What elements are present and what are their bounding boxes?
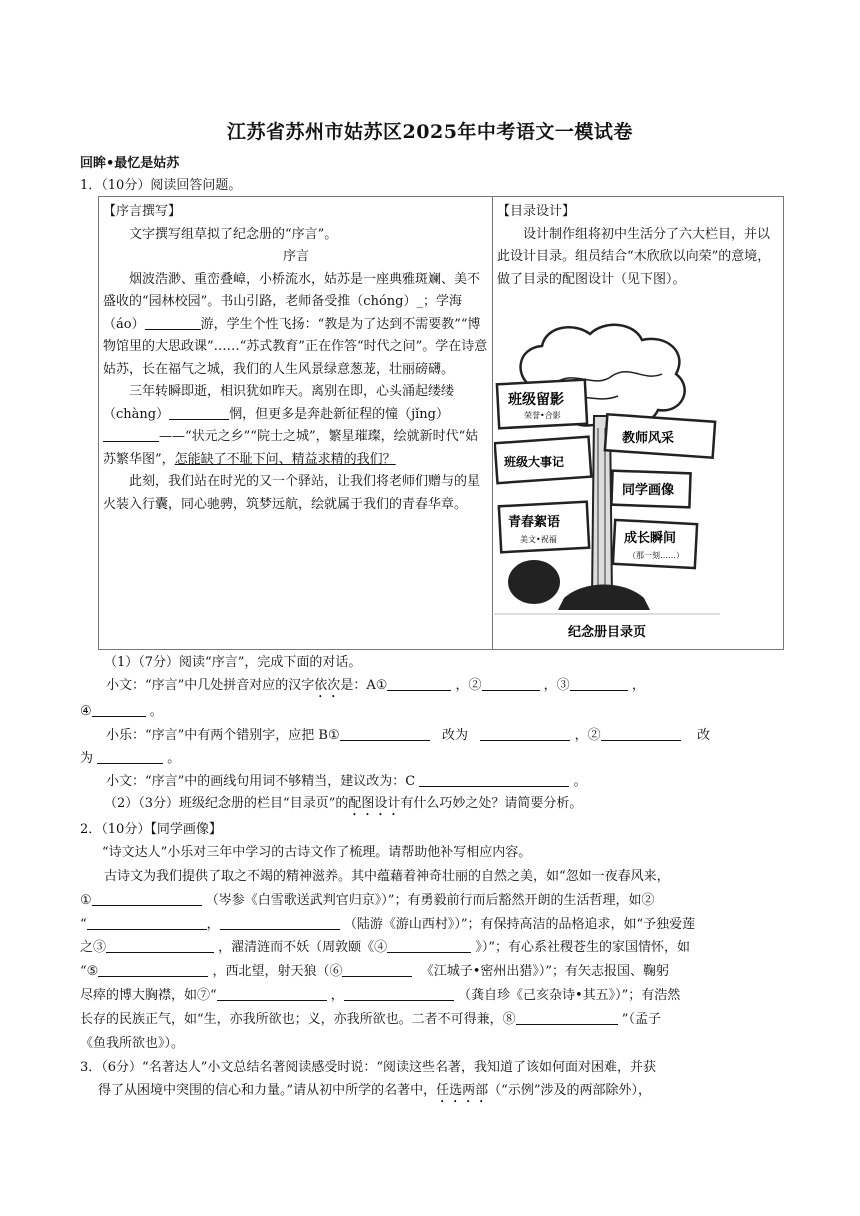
toc-column [497,201,779,291]
sub-question-1: （1）（7分）阅读“序言”，完成下面的对话。 [104,655,362,670]
svg-text:教师风采: 教师风采 [622,431,675,446]
preface-heading: 序言 [282,249,309,264]
answer-blank-a1[interactable] [387,676,451,691]
svg-text:班级大事记: 班级大事记 [504,455,565,469]
svg-text:荣誉•合影: 荣誉•合影 [524,411,561,420]
q2-line-1: 古诗文为我们提供了取之不竭的精神滋养。其中蕴藉着神奇壮丽的自然之美，如“忽如一夜春风来， [104,869,670,884]
question-2-heading: 2．（10分）【同学画像】 [80,822,222,837]
poem-blank-7a[interactable] [217,986,327,1001]
poem-blank-8[interactable] [516,1010,618,1025]
sign-youth-words [499,502,589,553]
svg-text:青春絮语: 青春絮语 [508,515,561,530]
q2-line-4: 之③ ，濯清涟而不妖（周敦颐《④ 》）”；有心系社稷苍生的家国情怀，如 [80,940,690,955]
dialogue-xiaole: 小乐：“序言”中有两个错别字，应把 B① 改为 ，② 改 [106,728,711,743]
toc-label: 【目录设计】 [497,204,576,219]
dialogue-xiaowen-2: 小文：“序言”中的画线句用词不够精当，建议改为：C 。 [106,774,587,789]
poem-blank-5[interactable] [98,962,208,977]
preface-intro: 文字撰写组草拟了纪念册的“序言”。 [129,226,338,242]
stamp-graphic [508,560,560,604]
q2-line-2: ① （岑参《白雪歌送武判官归京》）”；有勇毅前行而后豁然开朗的生活哲理，如② [80,893,655,908]
svg-text:（那一刻……）: （那一刻……） [628,551,684,560]
question-1-heading: 1．（10分）阅读回答问题。 [80,178,242,193]
preface-column [103,201,489,516]
poem-blank-6[interactable] [342,962,412,977]
poem-blank-4[interactable] [387,938,471,953]
section-heading: 回眸•最忆是姑苏 [80,156,180,171]
toc-caption: 纪念册目录页 [567,625,647,640]
poem-blank-7b[interactable] [344,986,454,1001]
preface-paragraph-2: 三年转瞬即逝，相识犹如昨天。离别在即，心头涌起缕缕（chàng） 惘，但更多是奔赴新征程的憧（jǐng）——“状元之乡”“院士之城”，繁星璀璨，绘就新时代“姑苏繁华图”，怎能缺了不耻下问、精益求精的我们？ [103,384,479,467]
answer-blank-a4[interactable] [92,702,146,717]
question-3-line-1: 3．（6分）“名著达人”小文总结名著阅读感受时说：“阅读这些名著，我知道了该如何面对困难，并获 [80,1060,656,1075]
sign-teacher-style [605,414,715,457]
blank[interactable] [145,315,201,330]
q2-line-3: “ ， （陆游《游山西村》）”；有保持高洁的品格追求，如“予独爱莲 [80,917,696,932]
svg-text:成长瞬间: 成长瞬间 [624,531,677,546]
q2-line-7: 长存的民族正气，如“生，亦我所欲也；义，亦我所欲也。二者不可得兼，⑧ ”（孟子 [80,1012,661,1027]
poem-blank-3[interactable] [106,938,214,953]
blank[interactable] [169,405,229,420]
svg-text:班级留影: 班级留影 [508,392,564,408]
answer-blank-a2[interactable] [482,676,540,691]
answer-blank-c[interactable] [419,772,569,787]
dialogue-xiaole-cont: 为 。 [80,751,181,766]
q2-line-6: 尽瘁的博大胸襟，如⑦“ ， （龚自珍《己亥杂诗•其五》）”；有浩然 [80,988,681,1003]
answer-blank-b1-fix[interactable] [480,726,570,741]
q2-line-5: “⑤ ，西北望，射天狼（⑥ 《江城子•密州出猎》）”；有矢志报国、鞠躬 [80,964,670,979]
svg-text:同学画像: 同学画像 [622,483,675,498]
sign-classmate-portraits [611,471,690,508]
answer-blank-b1[interactable] [340,726,430,741]
toc-tree-illustration [494,318,720,646]
sign-growth-moments [613,520,697,568]
preface-label: 【序言撰写】 [103,204,182,219]
sub-question-2: （2）（3分）班级纪念册的栏目“目录页”的配图设计有什么巧妙之处？请简要分析。 [104,796,583,811]
preface-paragraph-3: 此刻，我们站在时光的又一个驿站，让我们将老师们赠与的星火装入行囊，同心驰骋，筑梦远航，绘就属于我们的青春华章。 [103,474,481,512]
q2-line-8: 《鱼我所欲也》）。 [80,1036,185,1051]
poem-blank-2a[interactable] [87,915,207,930]
sign-class-photos [497,380,587,429]
toc-text: 设计制作组将初中生活分了六大栏目，并以此设计目录。组员结合“木欣欣以向荣”的意境，做了目录的配图设计（见下图）。 [497,226,771,287]
preface-paragraph-1: 烟波浩渺、重峦叠嶂，小桥流水，姑苏是一座典雅斑斓、美不盛收的“园林校园”。书山引路，老师备受推（chóng）_；学海（áo） 游，学生个性飞扬：“教是为了达到不需要教”“博物馆里的大思政课”……“苏式教育”正在作答“时代之问”。学在诗意姑苏，长在福气之城，我们的人生风景绿意葱茏，壮丽磅礴。 [103,271,488,377]
dialogue-xiaowen-1-cont: ④ 。 [80,704,163,719]
blank[interactable] [103,427,159,442]
poem-blank-1[interactable] [92,891,202,906]
exam-title: 江苏省苏州市姑苏区2025年中考语文一模试卷 [227,121,633,143]
svg-text:美文•祝福: 美文•祝福 [520,535,557,544]
answer-blank-a3[interactable] [570,676,628,691]
underlined-sentence: 怎能缺了不耻下问、精益求精的我们？ [174,451,396,467]
dialogue-xiaowen-1: 小文：“序言”中几处拼音对应的汉字依次是：A① ，② ，③ ， [106,678,645,693]
poem-blank-2b[interactable] [220,915,340,930]
tree-svg [494,318,720,646]
answer-blank-b2[interactable] [601,726,681,741]
sign-class-events [495,437,592,483]
table-divider [492,197,493,649]
answer-blank-b2-fix[interactable] [97,749,163,764]
question-3-line-2: 得了从困境中突围的信心和力量。”请从初中所学的名著中，任选两部（“示例”涉及的两部除外）， [98,1083,651,1098]
tree-base [558,585,650,611]
question-2-intro: “诗文达人”小乐对三年中学习的古诗文作了梳理。请帮助他补写相应内容。 [102,845,532,860]
